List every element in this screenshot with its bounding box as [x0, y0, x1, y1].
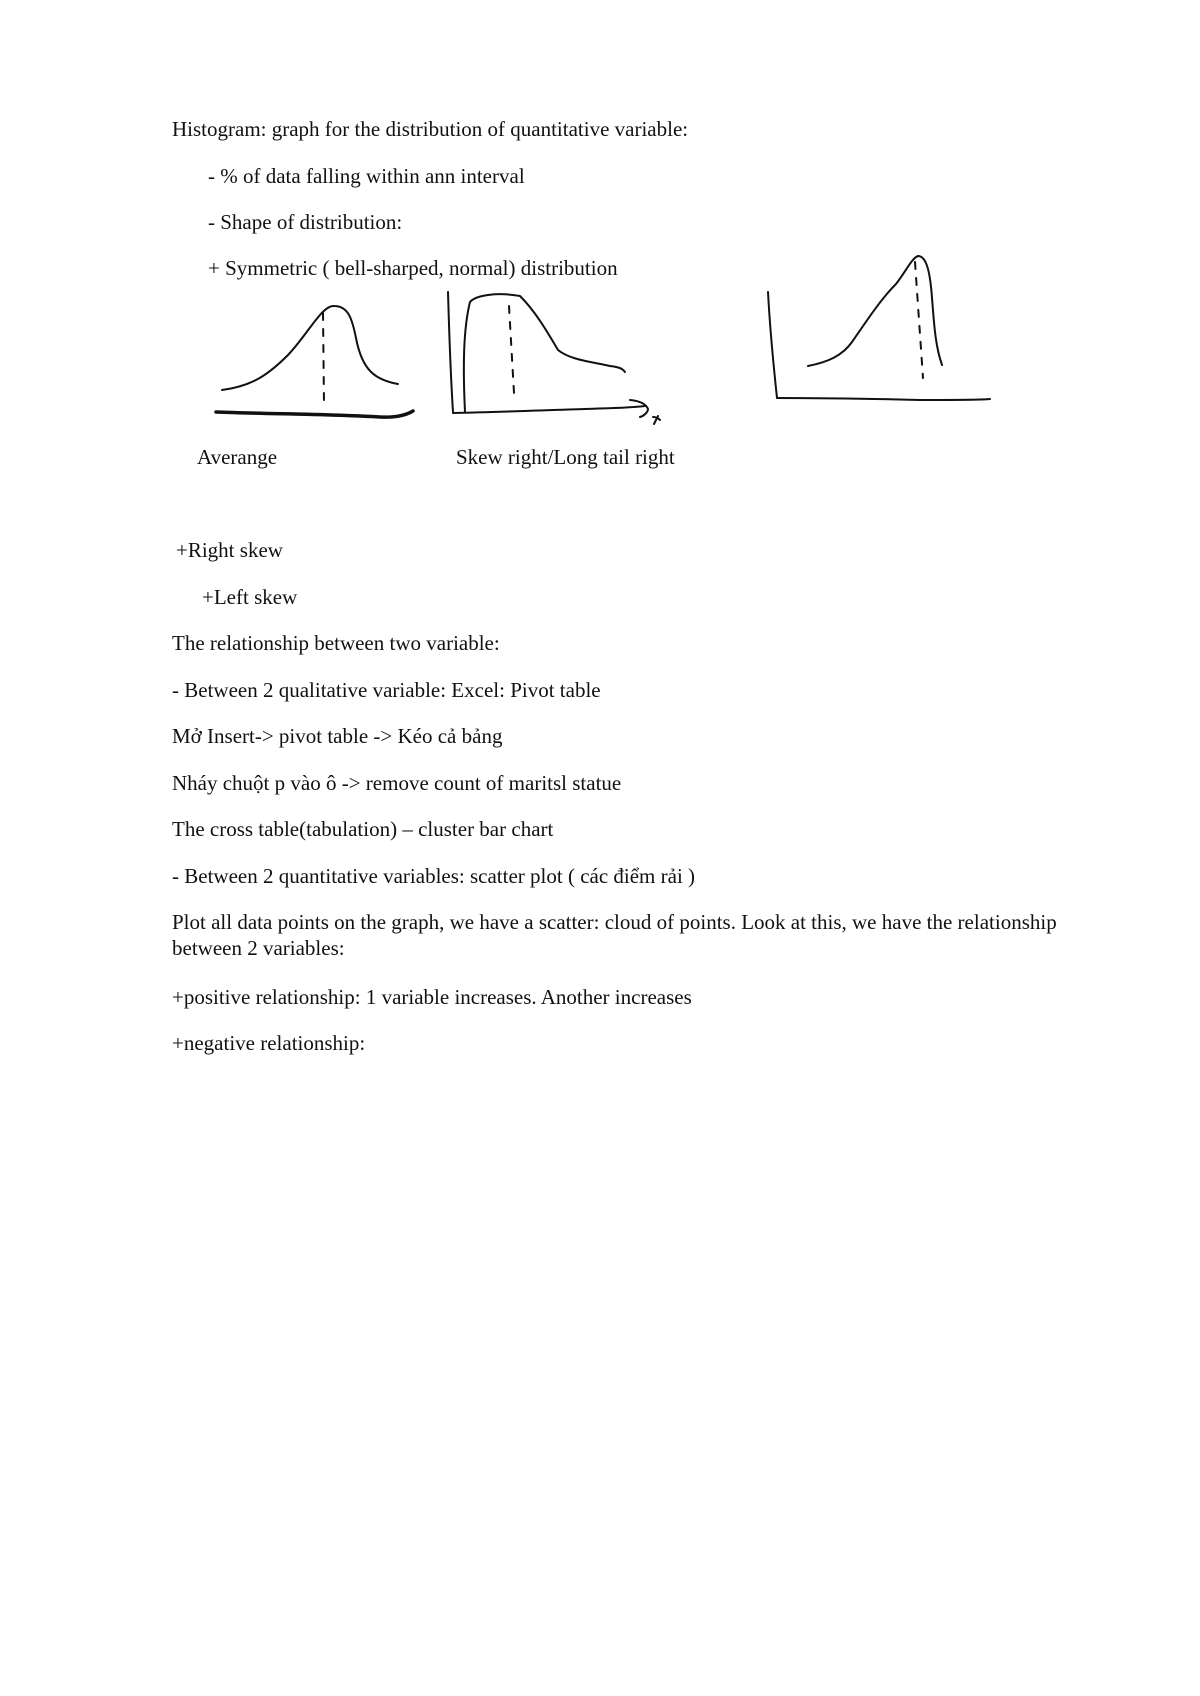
bullet-left-skew: +Left skew [202, 585, 298, 609]
note-insert-pivot: Mở Insert-> pivot table -> Kéo cả bảng [172, 724, 503, 748]
bullet-positive-relationship: +positive relationship: 1 variable increases. Another increases [172, 985, 692, 1009]
note-cross-table: The cross table(tabulation) – cluster bar chart [172, 817, 554, 841]
right-skew-sketch [448, 292, 660, 424]
distribution-sketches [0, 0, 1200, 470]
paragraph-scatter-cloud: Plot all data points on the graph, we have a scatter: cloud of points. Look at this, we have the relationship between 2 variables: [172, 910, 1057, 960]
bullet-symmetric-distribution: + Symmetric ( bell-sharped, normal) distribution [208, 256, 618, 280]
label-skew-right: Skew right/Long tail right [456, 445, 675, 469]
bullet-quantitative-variables: - Between 2 quantitative variables: scatter plot ( các điểm rải ) [172, 864, 696, 888]
bullet-qualitative-variables: - Between 2 qualitative variable: Excel: Pivot table [172, 678, 601, 702]
left-skew-sketch [768, 256, 990, 400]
symmetric-curve-sketch [216, 306, 413, 417]
bullet-right-skew: +Right skew [176, 538, 283, 562]
label-average: Averange [197, 445, 278, 469]
note-remove-count: Nháy chuột p vào ô -> remove count of maritsl statue [172, 771, 622, 795]
bullet-negative-relationship: +negative relationship: [172, 1031, 366, 1055]
bullet-percent-data: - % of data falling within ann interval [208, 164, 525, 188]
bullet-shape-distribution: - Shape of distribution: [208, 210, 403, 234]
heading-histogram: Histogram: graph for the distribution of quantitative variable: [172, 117, 689, 141]
heading-relationship: The relationship between two variable: [172, 631, 500, 655]
